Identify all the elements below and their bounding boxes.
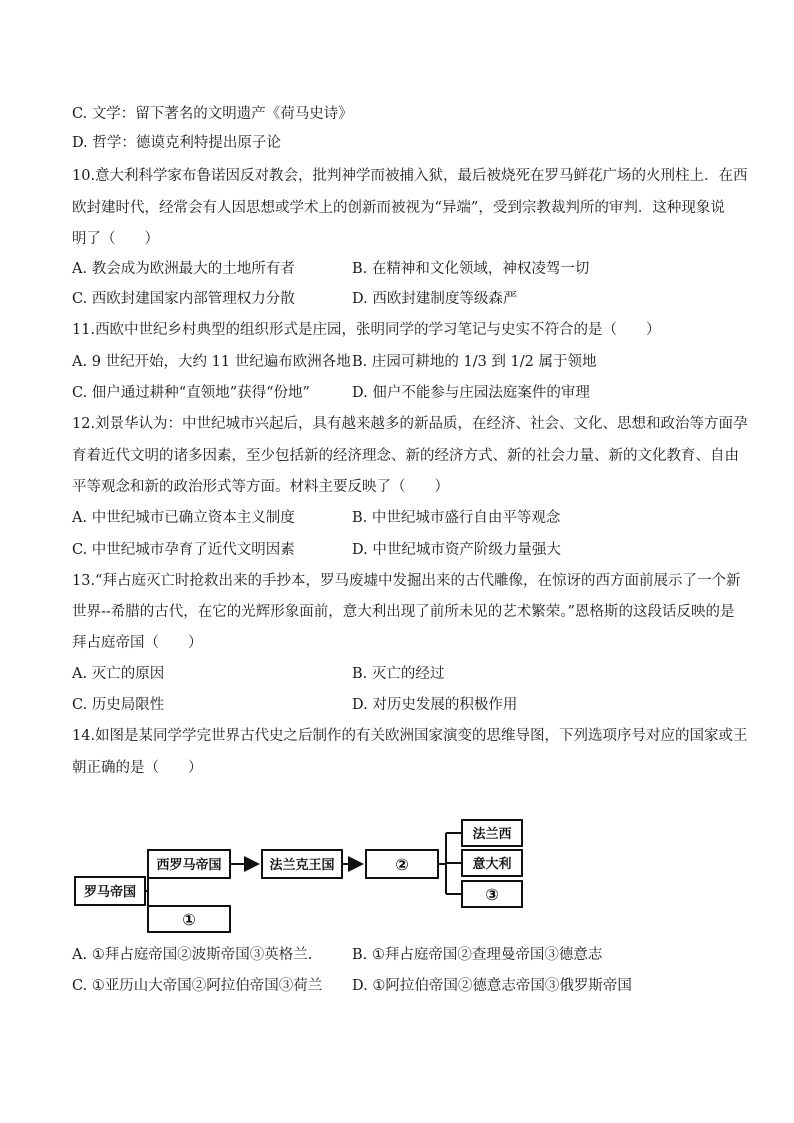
q10-stem-line-1: 10.意大利科学家布鲁诺因反对教会，批判神学而被捕入狱，最后被烧死在罗马鲜花广场的火刑柱上．在西 [72, 168, 748, 184]
q11-option-c: C. 佃户通过耕种“直领地”获得“份地” [72, 385, 310, 401]
q10-stem-line-3: 明了（ ） [72, 231, 159, 247]
q12-stem-line-2: 育着近代文明的诸多因素，至少包括新的经济理念、新的经济方式、新的社会力量、新的文化教育、自由 [72, 448, 739, 464]
q14-stem-line-1: 14.如图是某同学学完世界古代史之后制作的有关欧洲国家演变的思维导图，下列选项序号对应的国家或王 [72, 728, 748, 744]
q14-option-c: C. ①亚历山大帝国②阿拉伯帝国③荷兰 [72, 978, 323, 994]
q12-option-d: D. 中世纪城市资产阶级力量强大 [352, 542, 561, 558]
q13-option-c: C. 历史局限性 [72, 697, 165, 713]
q12-stem-line-3: 平等观念和新的政治形式等方面。材料主要反映了（ ） [72, 479, 449, 495]
q11-option-a: A. 9 世纪开始，大约 11 世纪遍布欧洲各地 [72, 354, 351, 370]
q12-stem-line-1: 12.刘景华认为：中世纪城市兴起后，具有越来越多的新品质，在经济、社会、文化、思想和政治等方面孕 [72, 416, 748, 432]
label-italy: 意大利 [472, 857, 512, 872]
q10-stem-line-2: 欧封建时代，经常会有人因思想或学术上的创新而被视为“异端”，受到宗教裁判所的审判．这种现象说 [72, 200, 725, 216]
q10-option-d: D. 西欧封建制度等级森严 [352, 291, 518, 307]
q13-stem-line-3: 拜占庭帝国（ ） [72, 635, 203, 651]
q10-option-b: B. 在精神和文化领域，神权凌驾一切 [352, 261, 590, 277]
label-roman-empire: 罗马帝国 [83, 885, 137, 900]
q14-option-b: B. ①拜占庭帝国②查理曼帝国③德意志 [352, 947, 603, 963]
label-frankish-kingdom: 法兰克王国 [269, 858, 335, 873]
q12-option-c: C. 中世纪城市孕育了近代文明因素 [72, 542, 295, 558]
q9-option-c: C. 文学：留下著名的文明遗产《荷马史诗》 [72, 106, 353, 122]
q10-option-c: C. 西欧封建国家内部管理权力分散 [72, 291, 295, 307]
label-blank-1: ① [182, 910, 196, 929]
q11-option-b: B. 庄园可耕地的 1/3 到 1/2 属于领地 [352, 354, 597, 370]
q12-option-a: A. 中世纪城市已确立资本主义制度 [72, 510, 295, 526]
q11-stem-line-1: 11.西欧中世纪乡村典型的组织形式是庄园，张明同学的学习笔记与史实不符合的是（ ） [72, 322, 661, 338]
q14-option-d: D. ①阿拉伯帝国②德意志帝国③俄罗斯帝国 [352, 978, 632, 994]
q13-stem-line-2: 世界--希腊的古代，在它的光辉形象面前，意大利出现了前所未见的艺术繁荣。”恩格斯的这段话反映的是 [72, 604, 735, 620]
bracket-roman [145, 864, 148, 919]
q13-option-a: A. 灭亡的原因 [72, 666, 165, 682]
q12-option-b: B. 中世纪城市盛行自由平等观念 [352, 510, 561, 526]
q14-option-a: A. ①拜占庭帝国②波斯帝国③英格兰. [72, 947, 313, 963]
label-blank-3: ③ [485, 885, 499, 904]
label-blank-2: ② [395, 855, 409, 874]
q13-option-d: D. 对历史发展的积极作用 [352, 697, 518, 713]
q11-option-d: D. 佃户不能参与庄园法庭案件的审理 [352, 385, 590, 401]
branch-blank2 [438, 833, 462, 894]
label-france: 法兰西 [472, 827, 512, 842]
q9-option-d: D. 哲学：德谟克利特提出原子论 [72, 135, 281, 151]
q10-option-a: A. 教会成为欧洲最大的土地所有者 [72, 261, 295, 277]
q13-option-b: B. 灭亡的经过 [352, 666, 445, 682]
q13-stem-line-1: 13.“拜占庭灭亡时抢救出来的手抄本，罗马废墟中发掘出来的古代雕像，在惊讶的西方面前展示了一个新 [72, 573, 741, 589]
label-west-roman-empire: 西罗马帝国 [156, 858, 222, 873]
q14-stem-line-2: 朝正确的是（ ） [72, 760, 203, 776]
